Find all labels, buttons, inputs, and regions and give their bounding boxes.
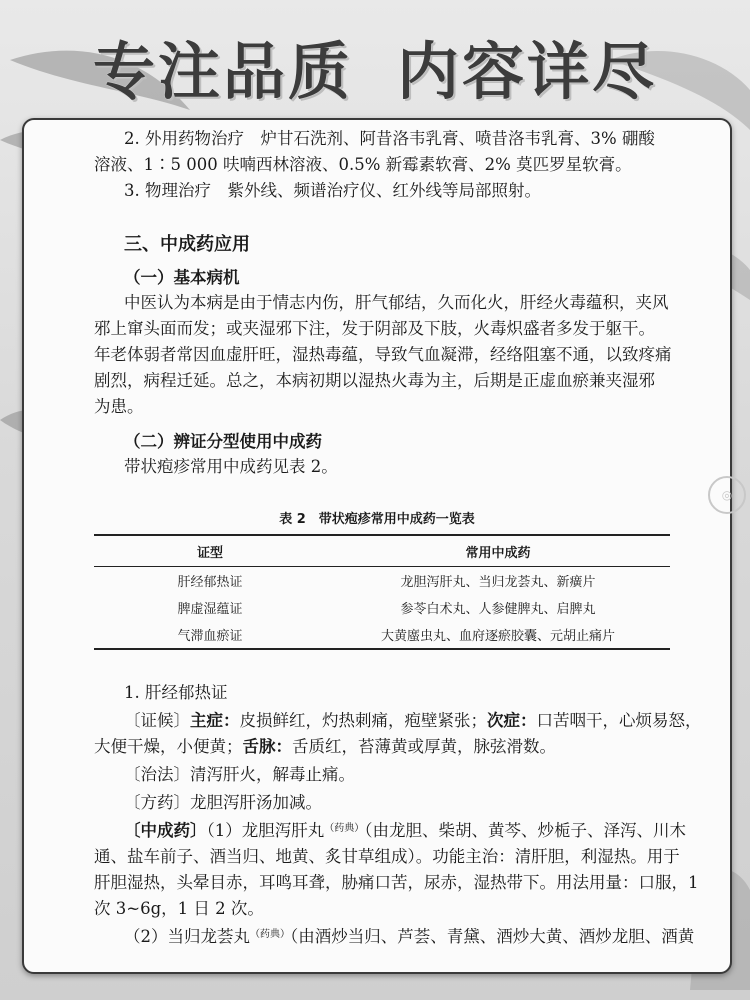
- text-line: 邪上窜头面而发；或夹湿邪下注，发于阴部及下肢，火毒炽盛者多发于躯干。: [94, 319, 655, 338]
- text-line: 剧烈，病程迁延。总之，本病初期以湿热火毒为主，后期是正虚血瘀兼夹湿邪: [94, 371, 655, 390]
- text-line: 年老体弱者常因血虚肝旺，湿热毒蕴，导致气血凝滞，经络阻塞不通，以致疼痛: [94, 345, 672, 364]
- text-secondary-symptom: 口苦咽干，心烦易怒，: [536, 711, 702, 730]
- text-line: [124, 790, 724, 816]
- subsection-heading: （二）辨证分型使用中成药: [124, 432, 322, 451]
- text-line: 1. 肝经郁热证: [124, 683, 228, 702]
- label-zhongchengyao: 〔中成药〕: [124, 821, 207, 840]
- text-line: [124, 762, 724, 788]
- text-line: 3. 物理治疗 紫外线、频谱治疗仪、红外线等局部照射。: [124, 181, 541, 200]
- text-medicine-1-ingredients: （由龙胆、柴胡、黄芩、炒栀子、泽泻、川木: [364, 821, 686, 840]
- table-row: [94, 567, 670, 595]
- subsection-heading: （一）基本病机: [124, 268, 240, 287]
- table-header: 证型: [94, 535, 326, 567]
- text-line: 2. 外用药物治疗 炉甘石洗剂、阿昔洛韦乳膏、喷昔洛韦乳膏、3% 硼酸: [124, 129, 655, 148]
- text-line: 溶液、1∶5 000 呋喃西林溶液、0.5% 新霉素软膏、2% 莫匹罗星软膏。: [94, 155, 632, 174]
- watermark-seal-icon: ◎: [708, 476, 746, 514]
- label-zhenghou: 〔证候〕: [124, 711, 190, 730]
- text-line: 次 3~6g，1 日 2 次。: [94, 899, 264, 918]
- banner-title: [0, 22, 750, 111]
- text-medicine-2: （2）当归龙荟丸: [124, 927, 250, 946]
- table-cell: 脾虚湿蕴证: [177, 602, 243, 617]
- table-caption: 表 2 带状疱疹常用中成药一览表: [279, 512, 475, 527]
- banner-right: 内容详尽: [397, 35, 658, 108]
- table-cell: 龙胆泻肝丸、当归龙荟丸、新癀片: [400, 575, 596, 590]
- text-line: [94, 734, 694, 760]
- table-row: [94, 594, 670, 621]
- text-line: 通、盐车前子、酒当归、地黄、炙甘草组成）。功能主治：清肝胆，利湿热。用于: [94, 847, 680, 866]
- text-tongue-pulse: 舌质红，苔薄黄或厚黄，脉弦滑数。: [292, 737, 556, 756]
- table-cell: 气滞血瘀证: [94, 621, 326, 649]
- label-fangyao: 〔方药〕: [124, 793, 190, 812]
- label-main-symptom: 主症：: [190, 711, 240, 730]
- label-tongue-pulse: 舌脉：: [242, 737, 292, 756]
- text-line: 中医认为本病是由于情志内伤，肝气郁结，久而化火，肝经火毒蕴积，夹风: [124, 293, 669, 312]
- text-line: [124, 708, 724, 734]
- text-zhifa: 清泻肝火，解毒止痛。: [190, 765, 355, 784]
- text-main-symptom: 皮损鲜红，灼热刺痛，疱壁紧张；: [239, 711, 487, 730]
- section-heading: 三、中成药应用: [124, 234, 250, 255]
- text-medicine-2-ingredients: （由酒炒当归、芦荟、青黛、酒炒大黄、酒炒龙胆、酒黄: [290, 927, 695, 946]
- text-line: 肝胆湿热，头晕目赤，耳鸣耳聋，胁痛口苦，尿赤，湿热带下。用法用量：口服，1: [94, 873, 699, 892]
- table-cell: 肝经郁热证: [177, 575, 243, 590]
- banner-left: 专注品质: [92, 35, 353, 108]
- medicine-table: [94, 534, 670, 650]
- table-row: [94, 621, 670, 649]
- text-fangyao: 龙胆泻肝汤加减。: [190, 793, 322, 812]
- table-header-row: [94, 535, 670, 567]
- text-line: [124, 924, 724, 950]
- label-zhifa: 〔治法〕: [124, 765, 190, 784]
- superscript-pharmacopoeia: （药典）: [250, 929, 290, 940]
- document-page: [22, 118, 732, 974]
- text-line: 带状疱疹常用中成药见表 2。: [124, 457, 338, 476]
- label-secondary-symptom: 次症：: [487, 711, 537, 730]
- text-line: 为患。: [94, 397, 144, 416]
- table-cell: 参苓白术丸、人参健脾丸、启脾丸: [400, 602, 596, 617]
- table-header: 常用中成药: [326, 535, 670, 567]
- superscript-pharmacopoeia: （药典）: [324, 823, 365, 834]
- table-cell: 大黄䗪虫丸、血府逐瘀胶囊、元胡止痛片: [326, 621, 670, 649]
- text-secondary-symptom-cont: 大便干燥，小便黄；: [94, 737, 243, 756]
- text-line: [124, 818, 724, 844]
- text-medicine-1: （1）龙胆泻肝丸: [206, 821, 325, 840]
